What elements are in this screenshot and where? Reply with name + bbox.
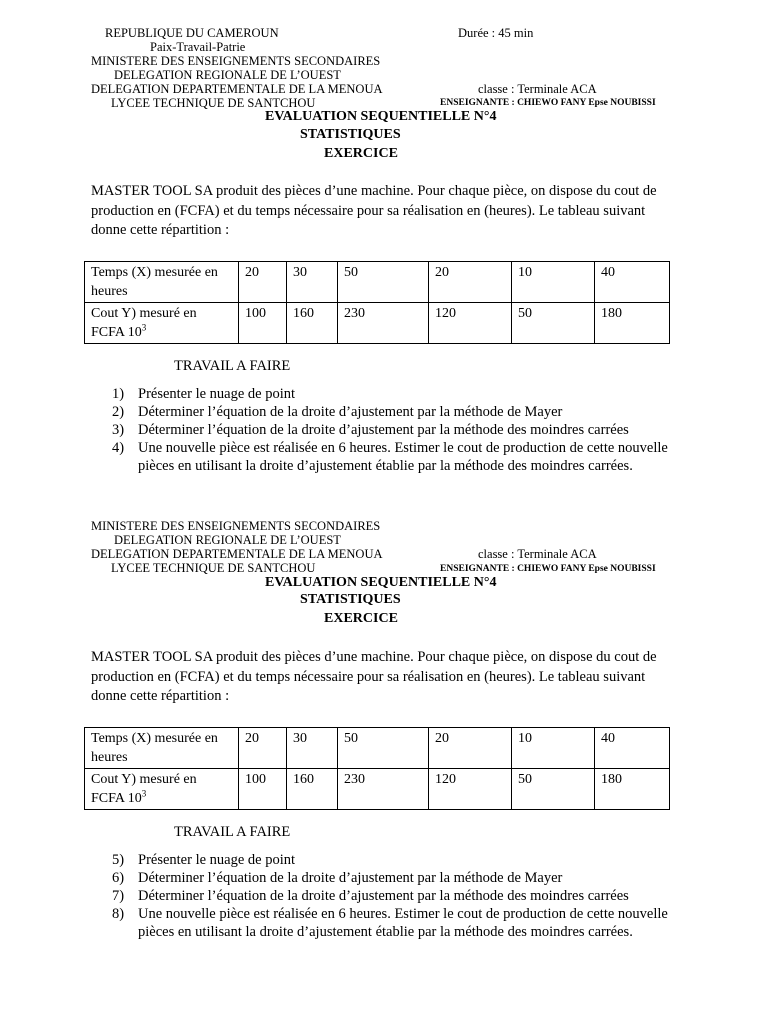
travail-title: TRAVAIL A FAIRE	[174, 824, 291, 840]
table-cell: 30	[287, 728, 338, 769]
list-item: 3) Déterminer l’équation de la droite d’ajustement par la méthode des moindres carrées	[112, 422, 629, 438]
table-cell: 40	[595, 262, 670, 303]
data-table	[84, 261, 670, 344]
teacher-label: ENSEIGNANTE : CHIEWO FANY Epse NOUBISSI	[440, 98, 656, 108]
table-cell: 180	[595, 303, 670, 344]
evaluation-title: EVALUATION SEQUENTIELLE N°4	[265, 109, 497, 124]
task-list	[112, 385, 677, 475]
teacher-label: ENSEIGNANTE : CHIEWO FANY Epse NOUBISSI	[440, 564, 656, 574]
class-label: classe : Terminale ACA	[478, 82, 597, 96]
intro-paragraph: MASTER TOOL SA produit des pièces d’une machine. Pour chaque pièce, on dispose du cout de production en (FCFA) et du temps nécessaire pour sa réalisation en (heures). Le tableau suivant donne cette répartition :	[91, 183, 657, 238]
departmental-delegation-label: DELEGATION DEPARTEMENTALE DE LA MENOUA	[91, 82, 383, 96]
time-row-label: Temps (X) mesurée en heures	[85, 728, 239, 769]
list-item: 8) Une nouvelle pièce est réalisée en 6 heures. Estimer le cout de production de cette nouvelle pièces en utilisant la droite d’ajustement établie par la méthode des moindres carrées.	[112, 906, 668, 940]
regional-delegation-label: DELEGATION REGIONALE DE L’OUEST	[114, 533, 341, 547]
class-label: classe : Terminale ACA	[478, 547, 597, 561]
ministry-label: MINISTERE DES ENSEIGNEMENTS SECONDAIRES	[91, 519, 381, 533]
school-label: LYCEE TECHNIQUE DE SANTCHOU	[111, 96, 316, 110]
departmental-delegation-label: DELEGATION DEPARTEMENTALE DE LA MENOUA	[91, 547, 383, 561]
table-cell: 120	[429, 303, 512, 344]
table-cell: 180	[595, 769, 670, 810]
table-cell: 10	[512, 262, 595, 303]
cost-row-label: Cout Y) mesuré en FCFA $10^3$	[85, 769, 239, 810]
table-cell: 100	[239, 769, 287, 810]
ministry-label: MINISTERE DES ENSEIGNEMENTS SECONDAIRES	[91, 54, 381, 68]
table-cell: 40	[595, 728, 670, 769]
exercise-title: EXERCICE	[324, 146, 398, 161]
table-cell: 50	[512, 769, 595, 810]
list-item: 7) Déterminer l’équation de la droite d’ajustement par la méthode des moindres carrées	[112, 888, 629, 904]
task-list	[112, 851, 677, 941]
table-row	[85, 769, 670, 810]
cost-row-label: Cout Y) mesuré en FCFA $10^3$	[85, 303, 239, 344]
republic-label: REPUBLIQUE DU CAMEROUN	[105, 26, 279, 40]
table-row	[85, 728, 670, 769]
table-cell: 20	[239, 728, 287, 769]
table-cell: 10	[512, 728, 595, 769]
travail-title: TRAVAIL A FAIRE	[174, 358, 291, 374]
subject-title: STATISTIQUES	[300, 127, 401, 142]
list-item: 2) Déterminer l’équation de la droite d’ajustement par la méthode de Mayer	[112, 404, 563, 420]
subject-title: STATISTIQUES	[300, 592, 401, 607]
table-cell: 160	[287, 769, 338, 810]
table-row	[85, 262, 670, 303]
school-label: LYCEE TECHNIQUE DE SANTCHOU	[111, 561, 316, 575]
table-cell: 50	[338, 728, 429, 769]
motto-label: Paix-Travail-Patrie	[150, 40, 246, 54]
exercise-title: EXERCICE	[324, 611, 398, 626]
list-item: 4) Une nouvelle pièce est réalisée en 6 heures. Estimer le cout de production de cette nouvelle pièces en utilisant la droite d’ajustement établie par la méthode des moindres carrées.	[112, 440, 668, 474]
list-item: 5) Présenter le nuage de point	[112, 852, 296, 868]
evaluation-title: EVALUATION SEQUENTIELLE N°4	[265, 575, 497, 590]
intro-paragraph: MASTER TOOL SA produit des pièces d’une machine. Pour chaque pièce, on dispose du cout de production en (FCFA) et du temps nécessaire pour sa réalisation en (heures). Le tableau suivant donne cette répartition :	[91, 649, 657, 704]
table-cell: 30	[287, 262, 338, 303]
table-cell: 160	[287, 303, 338, 344]
table-row	[85, 303, 670, 344]
data-table	[84, 727, 670, 810]
time-row-label: Temps (X) mesurée en heures	[85, 262, 239, 303]
duration-label: Durée : 45 min	[458, 26, 534, 40]
table-cell: 20	[239, 262, 287, 303]
regional-delegation-label: DELEGATION REGIONALE DE L’OUEST	[114, 68, 341, 82]
table-cell: 20	[429, 728, 512, 769]
table-cell: 50	[512, 303, 595, 344]
table-cell: 100	[239, 303, 287, 344]
list-item: 6) Déterminer l’équation de la droite d’ajustement par la méthode de Mayer	[112, 870, 563, 886]
table-cell: 230	[338, 303, 429, 344]
table-cell: 230	[338, 769, 429, 810]
table-cell: 50	[338, 262, 429, 303]
table-cell: 120	[429, 769, 512, 810]
table-cell: 20	[429, 262, 512, 303]
list-item: 1) Présenter le nuage de point	[112, 386, 296, 402]
